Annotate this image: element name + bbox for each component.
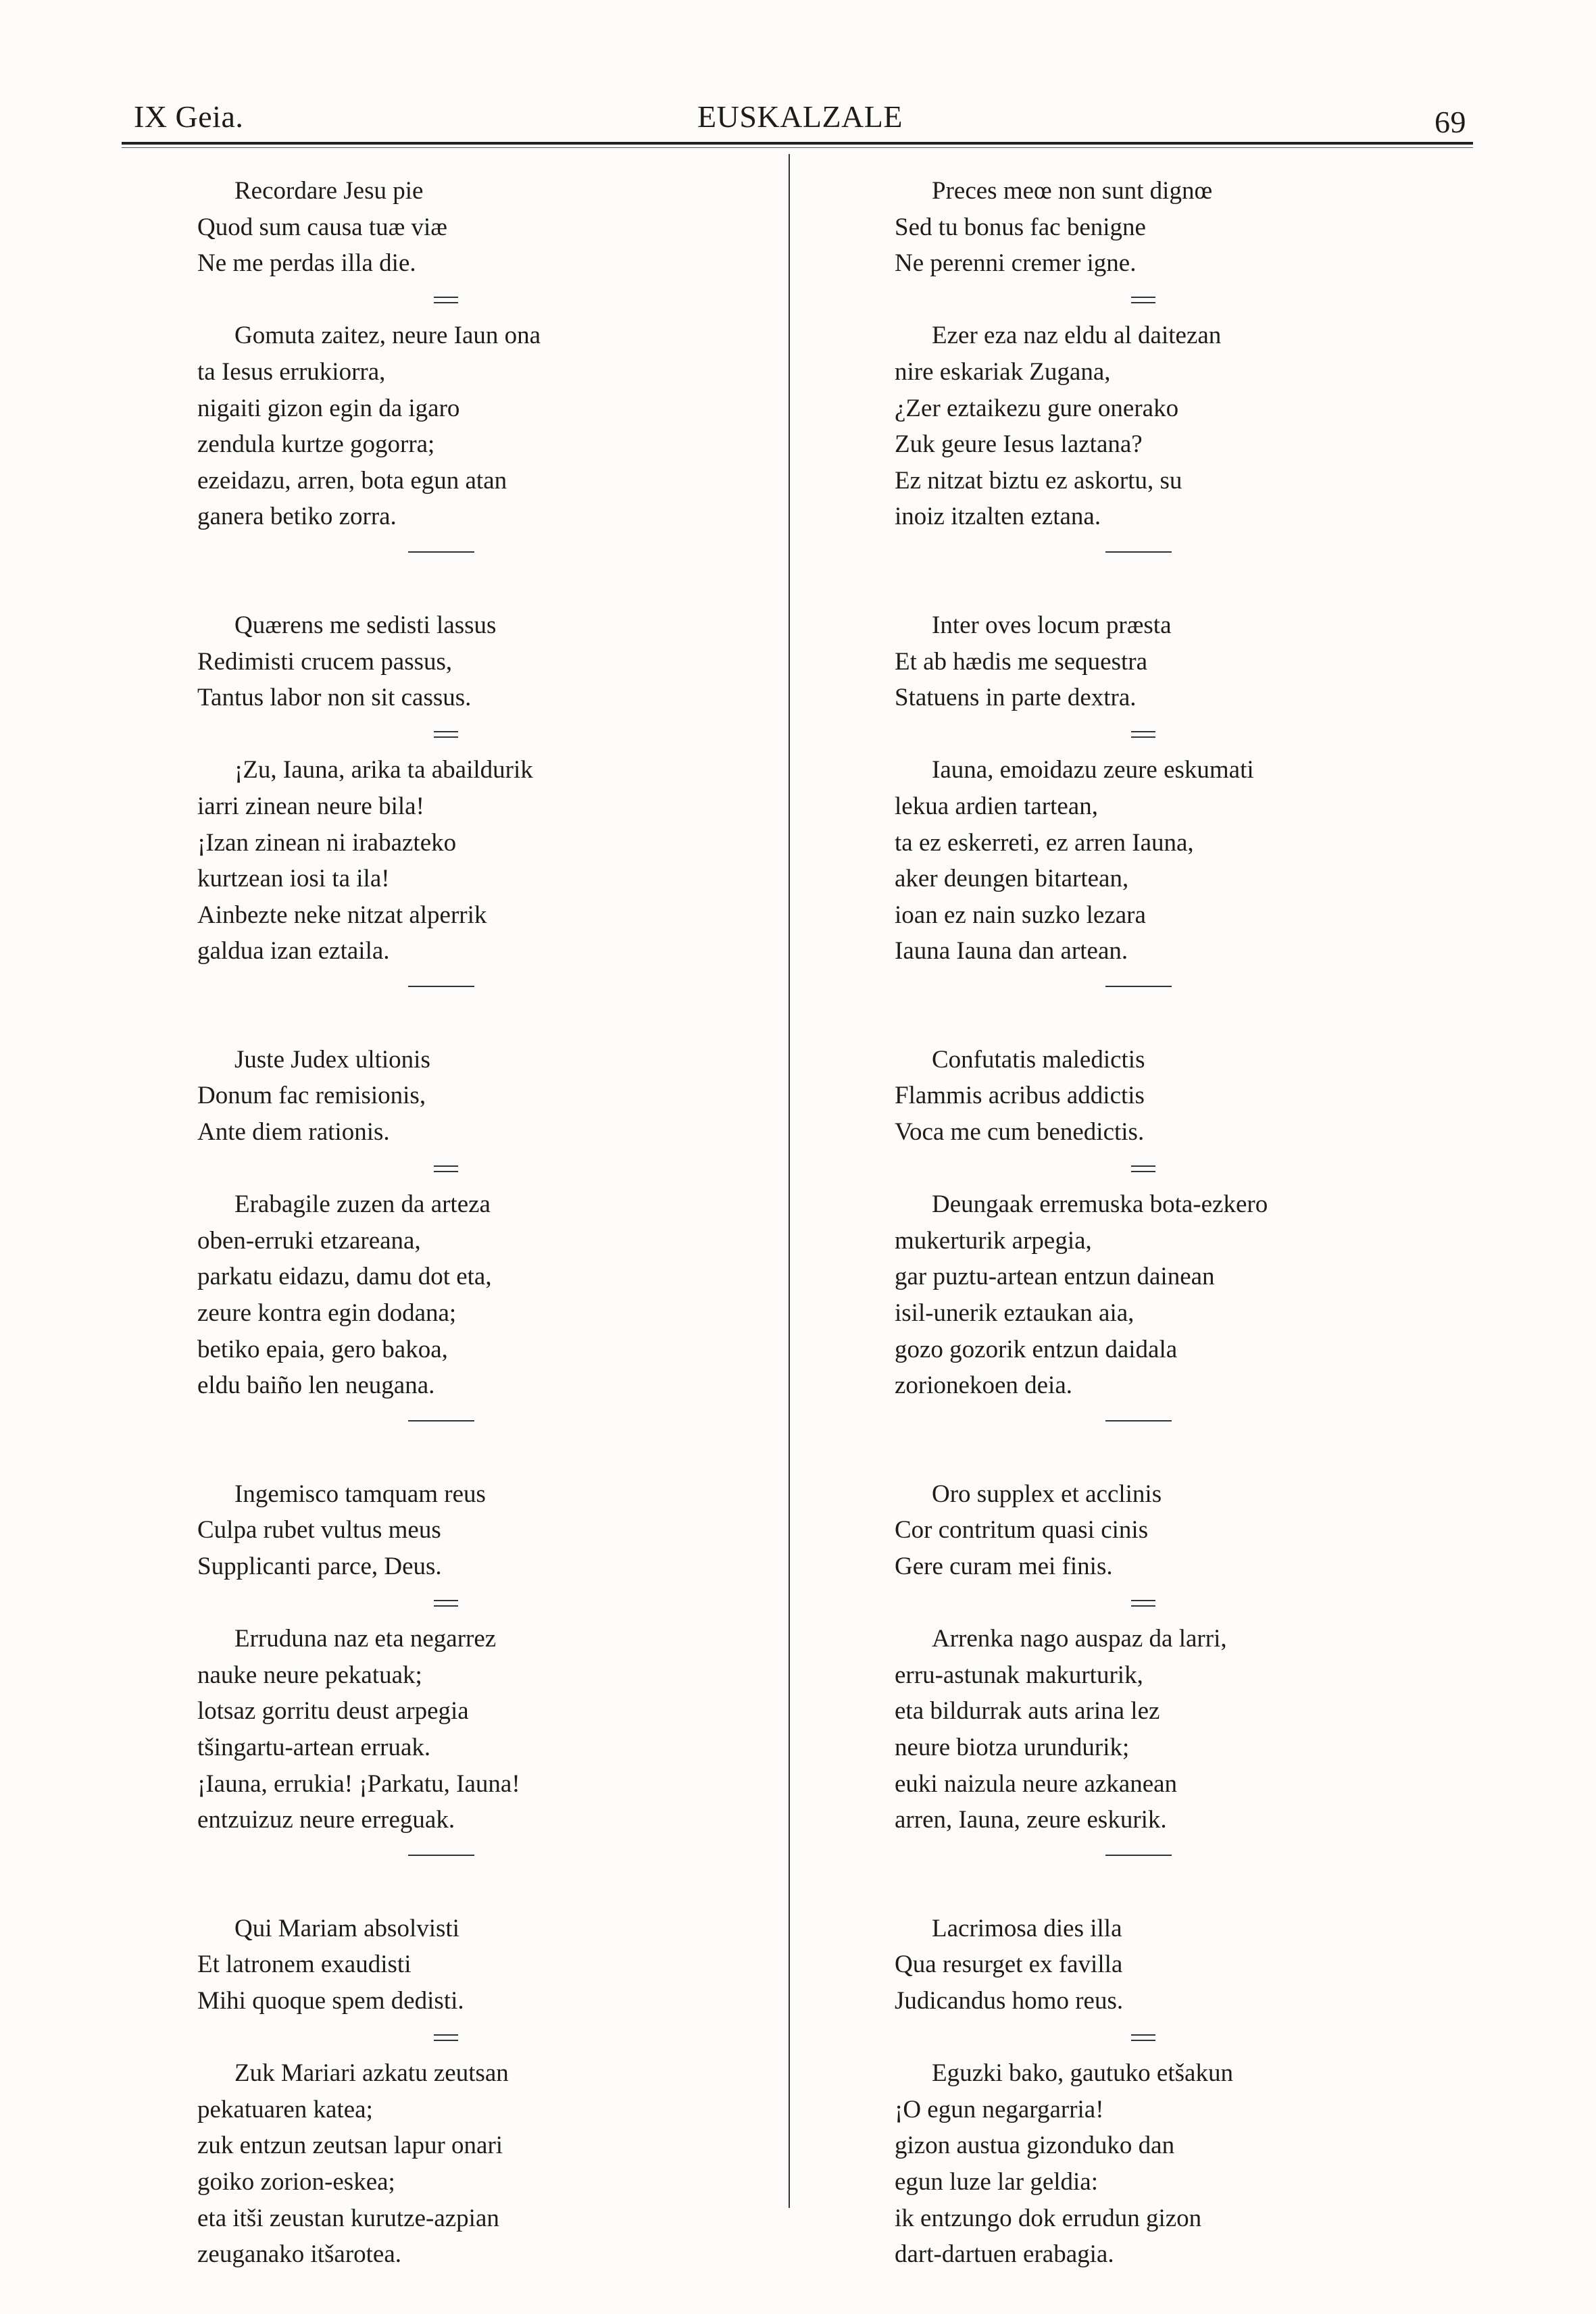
double-rule-separator xyxy=(197,1585,778,1621)
latin-stanza xyxy=(895,1042,1476,1151)
verse-line: Inter oves locum præsta xyxy=(932,611,1172,639)
double-rule-separator xyxy=(197,282,778,318)
dash-rule-separator xyxy=(895,970,1476,1042)
verse-line: Redimisti crucem passus, xyxy=(197,647,453,676)
verse-line: lotsaz gorritu deust arpegia xyxy=(197,1697,469,1726)
basque-stanza xyxy=(197,752,778,970)
verse-line: Recordare Jesu pie xyxy=(234,177,424,205)
verse-line: Cor contritum quasi cinis xyxy=(895,1516,1149,1544)
verse-line: Statuens in parte dextra. xyxy=(895,684,1137,712)
verse-line: Gomuta zaitez, neure Iaun ona xyxy=(234,322,541,350)
double-rule-separator xyxy=(895,716,1476,753)
verse-line: ik entzungo dok errudun gizon xyxy=(895,2204,1202,2232)
verse-line: Donum fac remisionis, xyxy=(197,1082,426,1110)
verse-line: Deungaak erremuska bota-ezkero xyxy=(932,1190,1268,1219)
verse-line: ezeidazu, arren, bota egun atan xyxy=(197,466,507,495)
verse-line: goiko zorion-eskea; xyxy=(197,2167,395,2196)
latin-stanza xyxy=(197,1476,778,1585)
issue-number: IX Geia. xyxy=(134,99,244,134)
verse-line: Ne me perdas illa die. xyxy=(197,249,416,278)
verse-line: Tantus labor non sit cassus. xyxy=(197,684,472,712)
verse-line: zeure kontra egin dodana; xyxy=(197,1299,457,1328)
right-column xyxy=(895,173,1476,2273)
verse-line: zuk entzun zeutsan lapur onari xyxy=(197,2132,503,2160)
verse-line: Ezer eza naz eldu al daitezan xyxy=(932,322,1222,350)
verse-line: kurtzean iosi ta ila! xyxy=(197,865,390,893)
basque-stanza xyxy=(895,752,1476,970)
verse-line: isil-unerik eztaukan aia, xyxy=(895,1299,1134,1328)
basque-stanza xyxy=(197,1186,778,1404)
basque-stanza xyxy=(197,2055,778,2273)
column-divider xyxy=(789,154,790,2208)
verse-line: eta bildurrak auts arina lez xyxy=(895,1697,1160,1726)
verse-line: Iauna, emoidazu zeure eskumati xyxy=(932,756,1254,784)
dash-rule-separator xyxy=(197,1404,778,1476)
verse-line: ¡Izan zinean ni irabazteko xyxy=(197,828,457,857)
double-rule-separator xyxy=(895,1585,1476,1621)
verse-line: Supplicanti parce, Deus. xyxy=(197,1553,442,1580)
verse-line: erru-astunak makurturik, xyxy=(895,1661,1143,1689)
verse-line: Qua resurget ex favilla xyxy=(895,1951,1123,1979)
verse-line: oben-erruki etzareana, xyxy=(197,1226,421,1255)
header-rule xyxy=(122,142,1473,145)
verse-line: Ante diem rationis. xyxy=(197,1118,390,1147)
latin-stanza xyxy=(895,173,1476,282)
verse-line: zendula kurtze gogorra; xyxy=(197,430,435,459)
dash-rule-separator xyxy=(895,535,1476,607)
verse-line: parkatu eidazu, damu dot eta, xyxy=(197,1263,492,1291)
verse-line: Zuk Mariari azkatu zeutsan xyxy=(234,2059,509,2088)
verse-line: zeuganako itšarotea. xyxy=(197,2240,402,2269)
double-rule-separator xyxy=(197,716,778,753)
double-rule-separator xyxy=(895,282,1476,318)
verse-line: dart-dartuen erabagia. xyxy=(895,2240,1114,2269)
verse-line: Voca me cum benedictis. xyxy=(895,1118,1145,1147)
latin-stanza xyxy=(895,1911,1476,2019)
verse-line: gozo gozorik entzun daidala xyxy=(895,1335,1178,1363)
verse-line: gizon austua gizonduko dan xyxy=(895,2132,1175,2160)
verse-line: Ingemisco tamquam reus xyxy=(234,1480,486,1508)
verse-line: Gere curam mei finis. xyxy=(895,1553,1113,1580)
latin-stanza xyxy=(197,173,778,282)
dash-rule-separator xyxy=(197,535,778,607)
verse-line: Erruduna naz eta negarrez xyxy=(234,1625,497,1653)
basque-stanza xyxy=(895,1186,1476,1404)
basque-stanza xyxy=(895,318,1476,535)
verse-line: Ez nitzat biztu ez askortu, su xyxy=(895,466,1182,495)
verse-line: Preces meœ non sunt dignœ xyxy=(932,177,1213,205)
verse-line: euki naizula neure azkanean xyxy=(895,1769,1178,1798)
page-number: 69 xyxy=(1435,105,1466,139)
latin-stanza xyxy=(895,1476,1476,1585)
verse-line: nire eskariak Zugana, xyxy=(895,357,1111,386)
verse-line: ¡Zu, Iauna, arika ta abaildurik xyxy=(234,756,533,784)
double-rule-separator xyxy=(197,1151,778,1187)
verse-line: zorionekoen deia. xyxy=(895,1372,1072,1400)
verse-line: nauke neure pekatuak; xyxy=(197,1661,422,1689)
verse-line: Sed tu bonus fac benigne xyxy=(895,213,1146,241)
verse-line: Ne perenni cremer igne. xyxy=(895,249,1137,278)
verse-line: Culpa rubet vultus meus xyxy=(197,1516,441,1544)
verse-line: Qui Mariam absolvisti xyxy=(234,1914,459,1942)
verse-line: Arrenka nago auspaz da larri, xyxy=(932,1625,1227,1653)
verse-line: neure biotza urundurik; xyxy=(895,1733,1130,1761)
double-rule-separator xyxy=(197,2019,778,2056)
verse-line: egun luze lar geldia: xyxy=(895,2167,1099,2196)
double-rule-separator xyxy=(895,1151,1476,1187)
dash-rule-separator xyxy=(895,1838,1476,1911)
verse-line: aker deungen bitartean, xyxy=(895,865,1129,893)
verse-line: Flammis acribus addictis xyxy=(895,1082,1145,1110)
verse-line: betiko epaia, gero bakoa, xyxy=(197,1335,448,1363)
verse-line: gar puztu-artean entzun dainean xyxy=(895,1263,1215,1291)
basque-stanza xyxy=(197,1621,778,1838)
verse-line: mukerturik arpegia, xyxy=(895,1226,1092,1255)
verse-line: Oro supplex et acclinis xyxy=(932,1480,1162,1508)
verse-line: Erabagile zuzen da arteza xyxy=(234,1190,491,1219)
verse-line: ¿Zer eztaikezu gure onerako xyxy=(895,394,1179,422)
latin-stanza xyxy=(895,607,1476,716)
verse-line: Ainbezte neke nitzat alperrik xyxy=(197,901,487,929)
verse-line: eta itši zeustan kurutze-azpian xyxy=(197,2204,499,2232)
verse-line: ¡Iauna, errukia! ¡Parkatu, Iauna! xyxy=(197,1769,520,1798)
verse-line: Et ab hædis me sequestra xyxy=(895,647,1148,676)
left-column xyxy=(197,173,778,2273)
basque-stanza xyxy=(895,2055,1476,2273)
latin-stanza xyxy=(197,1911,778,2019)
verse-line: ta Iesus errukiorra, xyxy=(197,357,386,386)
header-rule-thin xyxy=(122,147,1473,148)
verse-line: nigaiti gizon egin da igaro xyxy=(197,394,460,422)
verse-line: Zuk geure Iesus laztana? xyxy=(895,430,1143,459)
verse-line: Lacrimosa dies illa xyxy=(932,1914,1122,1942)
verse-line: inoiz itzalten eztana. xyxy=(895,503,1101,531)
verse-line: Eguzki bako, gautuko etšakun xyxy=(932,2059,1233,2088)
basque-stanza xyxy=(197,318,778,535)
page-header xyxy=(134,93,1466,141)
verse-line: ta ez eskerreti, ez arren Iauna, xyxy=(895,828,1194,857)
verse-line: ¡O egun negargarria! xyxy=(895,2095,1104,2123)
dash-rule-separator xyxy=(197,1838,778,1911)
verse-line: galdua izan eztaila. xyxy=(197,937,390,965)
verse-line: entzuizuz neure erreguak. xyxy=(197,1806,455,1834)
verse-line: ioan ez nain suzko lezara xyxy=(895,901,1146,929)
verse-line: Quod sum causa tuæ viæ xyxy=(197,213,447,241)
basque-stanza xyxy=(895,1621,1476,1838)
verse-line: Juste Judex ultionis xyxy=(234,1045,430,1074)
dash-rule-separator xyxy=(197,970,778,1042)
verse-line: ganera betiko zorra. xyxy=(197,503,397,531)
verse-line: arren, Iauna, zeure eskurik. xyxy=(895,1806,1167,1834)
dash-rule-separator xyxy=(895,1404,1476,1476)
latin-stanza xyxy=(197,607,778,716)
double-rule-separator xyxy=(895,2019,1476,2056)
verse-line: Iauna Iauna dan artean. xyxy=(895,937,1128,965)
verse-line: Et latronem exaudisti xyxy=(197,1951,412,1979)
journal-title: EUSKALZALE xyxy=(697,99,903,134)
verse-line: Quærens me sedisti lassus xyxy=(234,611,497,639)
latin-stanza xyxy=(197,1042,778,1151)
verse-line: eldu baiño len neugana. xyxy=(197,1372,435,1400)
verse-line: iarri zinean neure bila! xyxy=(197,792,424,820)
verse-line: tšingartu-artean erruak. xyxy=(197,1733,431,1761)
verse-line: lekua ardien tartean, xyxy=(895,792,1098,820)
verse-line: Confutatis maledictis xyxy=(932,1045,1145,1074)
verse-line: Judicandus homo reus. xyxy=(895,1986,1124,2015)
verse-line: Mihi quoque spem dedisti. xyxy=(197,1986,464,2015)
verse-line: pekatuaren katea; xyxy=(197,2095,373,2123)
